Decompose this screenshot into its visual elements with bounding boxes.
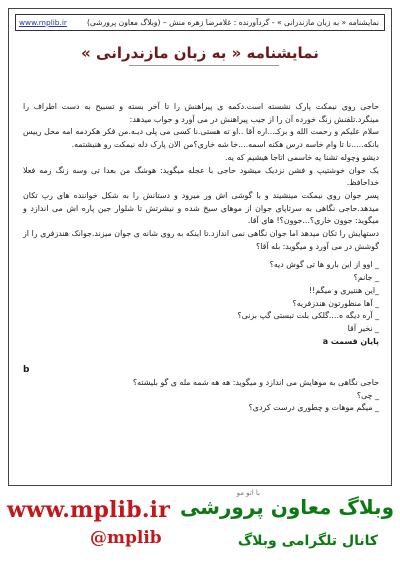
- header-site-link[interactable]: www.mplib.ir: [19, 18, 67, 27]
- paragraph: دیشو وچوله تشنا یه خاسمی اتاجا هیشیم که یه.: [225, 152, 379, 162]
- telegram-channel-label: کانال تلگرامی وبلاگ: [237, 533, 378, 549]
- dialogue-line: _ نخیر آقا: [347, 323, 379, 333]
- title-divider: [129, 65, 279, 66]
- dialogue-line: _ میگم موهات و چطوری درست کردی؟: [248, 403, 379, 413]
- paragraph: حاجی نگاهی به موهایش می اندازد و میگوید: هه هه شمه مله ی گو بلیشته؟: [132, 378, 379, 388]
- document-header: [15, 14, 385, 31]
- dialogue-line: _ آها منظورتون هندزفریه؟: [292, 298, 379, 308]
- watermark-blog-name: وبلاگ معاون پرورشی: [179, 495, 394, 519]
- watermark-site: www.mplib.ir: [7, 497, 171, 523]
- page-frame: [8, 8, 392, 486]
- paragraph: سلام علیکم و رحمت الله و برکـ...اره آقا ..او ته هستی.نا کسی می پلی دیـه.من فکر هکردمه امه محل رییس بانکه.....نا تا وام خاسه درس هکنه اسمه....خا شه خاری؟من الان پارک دله نیمکت رو هنیشتمه.: [23, 127, 379, 150]
- paragraph: یک جوان خوشتیپ و فشن نزدیک میشود حاجی با عجله میگوید: هوشگ من بعدا تی وسه زنگ زمه فعلا خداحافظ.: [23, 165, 379, 188]
- paragraph: دستهایش را تکان میدهد اما جوان نگاهی نمی اندازد.تا اینکه به روی شانه ی جوان میزند.جوانک هندزفری را از گوشش در می آورد و میگوید: بله آقا؟: [23, 229, 379, 251]
- paragraph: پسر جوان روی نیمکت مینشیند و با گوشی اش ور میرود و دستانش را به شکل خواننده های رپ تکان میدهد.حاجی نگاهی به سرتاپای جوان از موهای سیخ شده و نیشرتش تا شلوار جین پاره اش می اندازد و میگوید: جوون خاری؟...جوون؟! های آقا.: [23, 190, 379, 226]
- dialogue-line: _این هنتیری و میگم!!: [308, 285, 379, 295]
- dialogue-line: _ اوو از این بارو ها تی گوش دیه؟: [269, 260, 379, 270]
- faded-dialogue-line: با اتو مو: [236, 489, 260, 497]
- dialogue-line: _ جانم؟: [353, 273, 379, 283]
- telegram-handle: @mplib: [90, 528, 162, 548]
- dialogue-line: _ آره دیگه ه....گلکی بلت تبستی گپ بزنی؟: [237, 311, 379, 321]
- page-title: نمایشنامه « به زبان مازندرانی »: [81, 44, 319, 62]
- header-text: نمایشنامه « به زبان مازندرانی » - گردآورنده : غلامرضا زهره منش – (وبلاگ معاون پرورشی): [86, 18, 379, 27]
- section-end-a: پایان قسمت a: [322, 336, 379, 346]
- section-marker-b: b: [23, 365, 30, 376]
- dialogue-line: _ چی؟: [356, 390, 379, 400]
- paragraph: حاجی روی نیمکت پارک نشسته است.دکمه ی پیراهنش را تا آخر بسته و تسبیح به دست اطراف را مینگرد.تلفنش زنگ خورده آن را از جیب پیراهنش در می آورد و جواب میدهد:: [23, 102, 379, 124]
- document-body: [23, 101, 379, 415]
